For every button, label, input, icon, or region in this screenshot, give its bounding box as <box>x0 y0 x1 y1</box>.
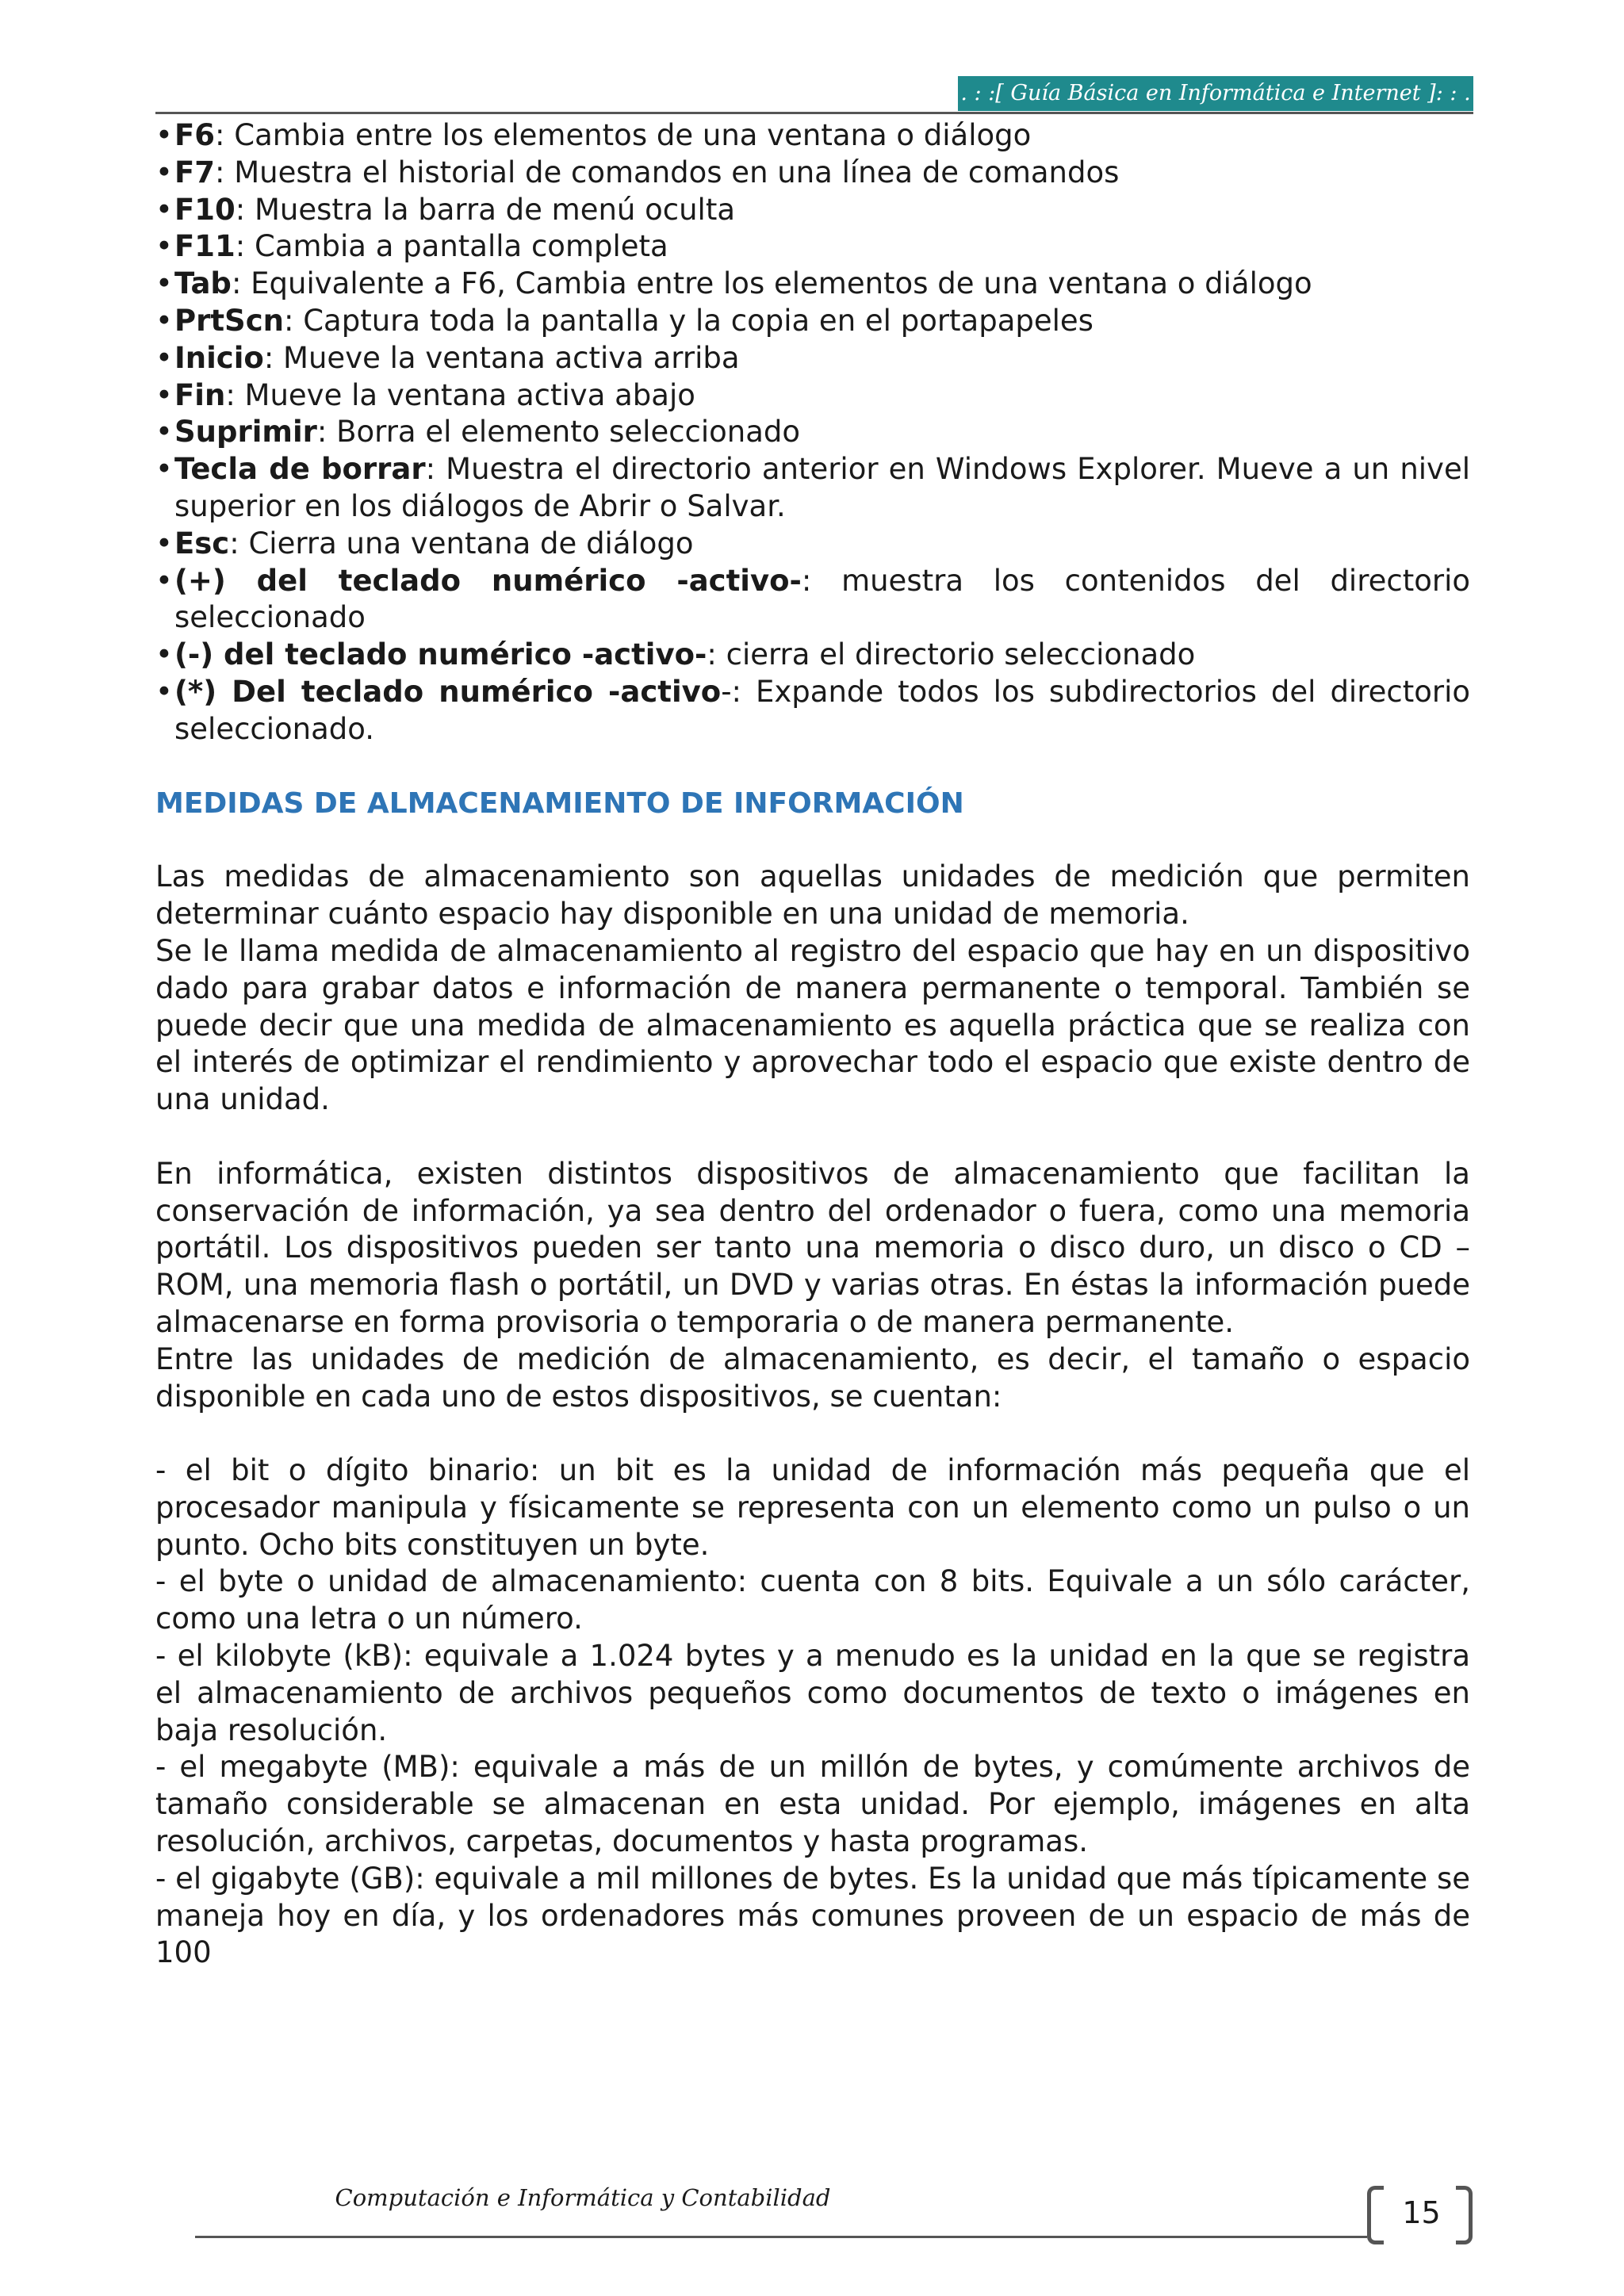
list-item <box>155 563 1470 637</box>
shortcut-key: Fin <box>174 377 226 412</box>
body-paragraph: En informática, existen distintos dispositivos de almacenamiento que facilitan la conservación de información, ya sea dentro del ordenador o fuera, como una memoria portátil. Los dispositivos pueden ser tanto una memoria o disco duro, un disco o CD – ROM, una memoria flash o portátil, un DVD y varias otras. En éstas la información puede almacenarse en forma provisoria o temporaria o de manera permanente. <box>155 1156 1470 1339</box>
shortcut-key: Tecla de borrar <box>174 452 426 487</box>
bullet-icon: • <box>155 563 173 598</box>
bullet-icon: • <box>155 340 173 375</box>
list-item <box>155 414 1470 451</box>
shortcut-description: : Muestra la barra de menú oculta <box>235 192 736 227</box>
shortcut-description: : Cierra una ventana de diálogo <box>229 526 694 561</box>
list-item <box>155 526 1470 563</box>
bullet-icon: • <box>155 229 173 264</box>
list-item <box>155 674 1470 748</box>
bullet-icon: • <box>155 637 173 672</box>
body-paragraph: - el byte o unidad de almacenamiento: cuenta con 8 bits. Equivale a un sólo carácter, como una letra o un número. <box>155 1564 1470 1636</box>
list-item <box>155 117 1470 155</box>
page-number: 15 <box>1402 2195 1441 2230</box>
page-number-bracket-left <box>1367 2186 1384 2244</box>
header-banner: . : :[ Guía Básica en Informática e Internet ]: : . <box>958 76 1473 111</box>
shortcut-key: F6 <box>174 118 216 152</box>
bullet-icon: • <box>155 303 173 338</box>
bullet-icon: • <box>155 192 173 227</box>
body-paragraph: - el kilobyte (kB): equivale a 1.024 bytes y a menudo es la unidad en la que se registra el almacenamiento de archivos pequeños como documentos de texto o imágenes en baja resolución. <box>155 1639 1470 1747</box>
shortcut-description: : Cambia entre los elementos de una ventana o diálogo <box>215 118 1032 152</box>
body-paragraph: Las medidas de almacenamiento son aquellas unidades de medición que permiten determinar cuánto espacio hay disponible en una unidad de memoria. <box>155 859 1470 932</box>
list-item <box>155 637 1470 674</box>
bullet-icon: • <box>155 452 173 487</box>
list-item <box>155 451 1470 526</box>
body-paragraph: - el bit o dígito binario: un bit es la unidad de información más pequeña que el procesador manipula y físicamente se representa con un elemento como un pulso o un punto. Ocho bits constituyen un byte. <box>155 1453 1470 1562</box>
body-paragraph: - el megabyte (MB): equivale a más de un millón de bytes, y comúmente archivos de tamaño considerable se almacenan en esta unidad. Por ejemplo, imágenes en alta resolución, archivos, carpetas, documentos y hasta programas. <box>155 1750 1470 1859</box>
footer-rule <box>195 2236 1367 2238</box>
shortcut-description: : Equivalente a F6, Cambia entre los elementos de una ventana o diálogo <box>231 266 1312 301</box>
shortcut-description: : Borra el elemento seleccionado <box>316 415 801 450</box>
shortcut-description: -: Expande todos los subdirectorios del directorio seleccionado. <box>174 674 1470 746</box>
list-item <box>155 228 1470 266</box>
bullet-icon: • <box>155 526 173 561</box>
shortcut-key: Tab <box>174 266 232 301</box>
list-item <box>155 266 1470 303</box>
body-paragraph: Se le llama medida de almacenamiento al registro del espacio que hay en un dispositivo dado para grabar datos e información de manera permanente o temporal. También se puede decir que una medida de almacenamiento es aquella práctica que se realiza con el interés de optimizar el rendimiento y aprovechar todo el espacio que existe dentro de una unidad. <box>155 933 1470 1117</box>
shortcut-key: F7 <box>174 155 216 189</box>
bullet-icon: • <box>155 377 173 412</box>
body-paragraph: Entre las unidades de medición de almacenamiento, es decir, el tamaño o espacio disponible en cada uno de estos dispositivos, se cuentan: <box>155 1341 1470 1414</box>
bullet-icon: • <box>155 155 173 189</box>
shortcut-list <box>155 117 1470 748</box>
shortcut-key: PrtScn <box>174 303 284 338</box>
shortcut-description: : Muestra el historial de comandos en una línea de comandos <box>215 155 1120 189</box>
shortcut-description: : Mueve la ventana activa abajo <box>225 377 695 412</box>
shortcut-key: (-) del teclado numérico -activo- <box>174 637 707 672</box>
shortcut-key: (*) Del teclado numérico -activo <box>174 674 722 709</box>
shortcut-key: Esc <box>174 526 230 561</box>
shortcut-description: : cierra el directorio seleccionado <box>707 637 1196 672</box>
shortcut-description: : Captura toda la pantalla y la copia en el portapapeles <box>283 303 1094 338</box>
shortcut-description: : muestra los contenidos del directorio seleccionado <box>174 563 1470 635</box>
list-item <box>155 377 1470 415</box>
list-item <box>155 303 1470 340</box>
shortcut-key: Inicio <box>174 340 264 375</box>
shortcut-key: (+) del teclado numérico -activo- <box>174 563 802 598</box>
footer-title: Computación e Informática y Contabilidad <box>335 2184 831 2211</box>
shortcut-key: Suprimir <box>174 415 317 450</box>
shortcut-description: : Mueve la ventana activa arriba <box>263 340 740 375</box>
bullet-icon: • <box>155 266 173 301</box>
shortcut-description: : Muestra el directorio anterior en Windows Explorer. Mueve a un nivel superior en los diálogos de Abrir o Salvar. <box>174 452 1470 523</box>
header-rule <box>155 112 1473 114</box>
list-item <box>155 192 1470 229</box>
bullet-icon: • <box>155 674 173 709</box>
bullet-icon: • <box>155 415 173 450</box>
page-number-bracket-right <box>1456 2186 1473 2244</box>
list-item <box>155 155 1470 192</box>
shortcut-description: : Cambia a pantalla completa <box>235 229 668 264</box>
list-item <box>155 340 1470 377</box>
page-content <box>155 117 1470 1972</box>
shortcut-key: F10 <box>174 192 236 227</box>
bullet-icon: • <box>155 118 173 152</box>
section-heading: MEDIDAS DE ALMACENAMIENTO DE INFORMACIÓN <box>155 786 964 820</box>
body-paragraph: - el gigabyte (GB): equivale a mil millones de bytes. Es la unidad que más típicamente se maneja hoy en día, y los ordenadores más comunes proveen de un espacio de más de 100 <box>155 1861 1470 1970</box>
shortcut-key: F11 <box>174 229 236 264</box>
